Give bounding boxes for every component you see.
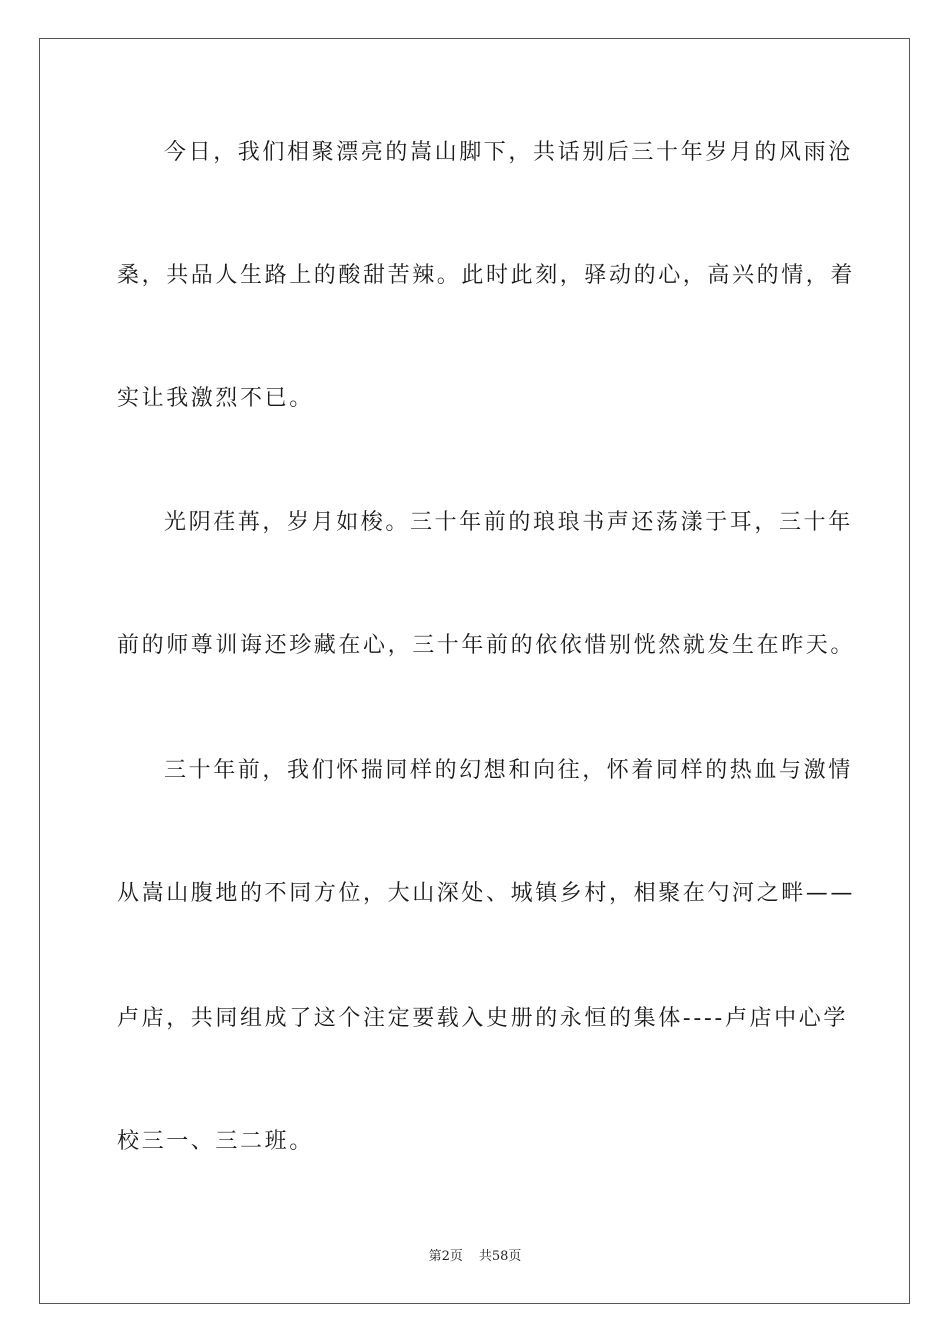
page-total: 共58页 bbox=[478, 1249, 522, 1264]
paragraph-3-line-4: 校三一、三二班。 bbox=[117, 1129, 314, 1154]
page-border bbox=[39, 38, 910, 1304]
paragraph-1-line-2: 桑，共品人生路上的酸甜苦辣。此时此刻，驿动的心，高兴的情，着 bbox=[117, 263, 856, 288]
paragraph-3-line-1: 三十年前，我们怀揣同样的幻想和向往，怀着同样的热血与激情 bbox=[164, 758, 853, 783]
paragraph-3-line-2: 从嵩山腹地的不同方位，大山深处、城镇乡村，相聚在勺河之畔—— bbox=[117, 881, 856, 906]
paragraph-1-line-1: 今日，我们相聚漂亮的嵩山脚下，共话别后三十年岁月的风雨沧 bbox=[164, 140, 853, 165]
paragraph-3-line-3: 卢店，共同组成了这个注定要载入史册的永恒的集体----卢店中心学 bbox=[117, 1006, 848, 1031]
page-number: 第2页 bbox=[428, 1249, 463, 1264]
page-footer bbox=[0, 1249, 950, 1265]
paragraph-1-line-3: 实让我激烈不已。 bbox=[117, 386, 314, 411]
paragraph-2-line-1: 光阴荏苒，岁月如梭。三十年前的琅琅书声还荡漾于耳，三十年 bbox=[164, 510, 853, 535]
paragraph-2-line-2: 前的师尊训诲还珍藏在心，三十年前的依依惜别恍然就发生在昨天。 bbox=[117, 633, 856, 658]
